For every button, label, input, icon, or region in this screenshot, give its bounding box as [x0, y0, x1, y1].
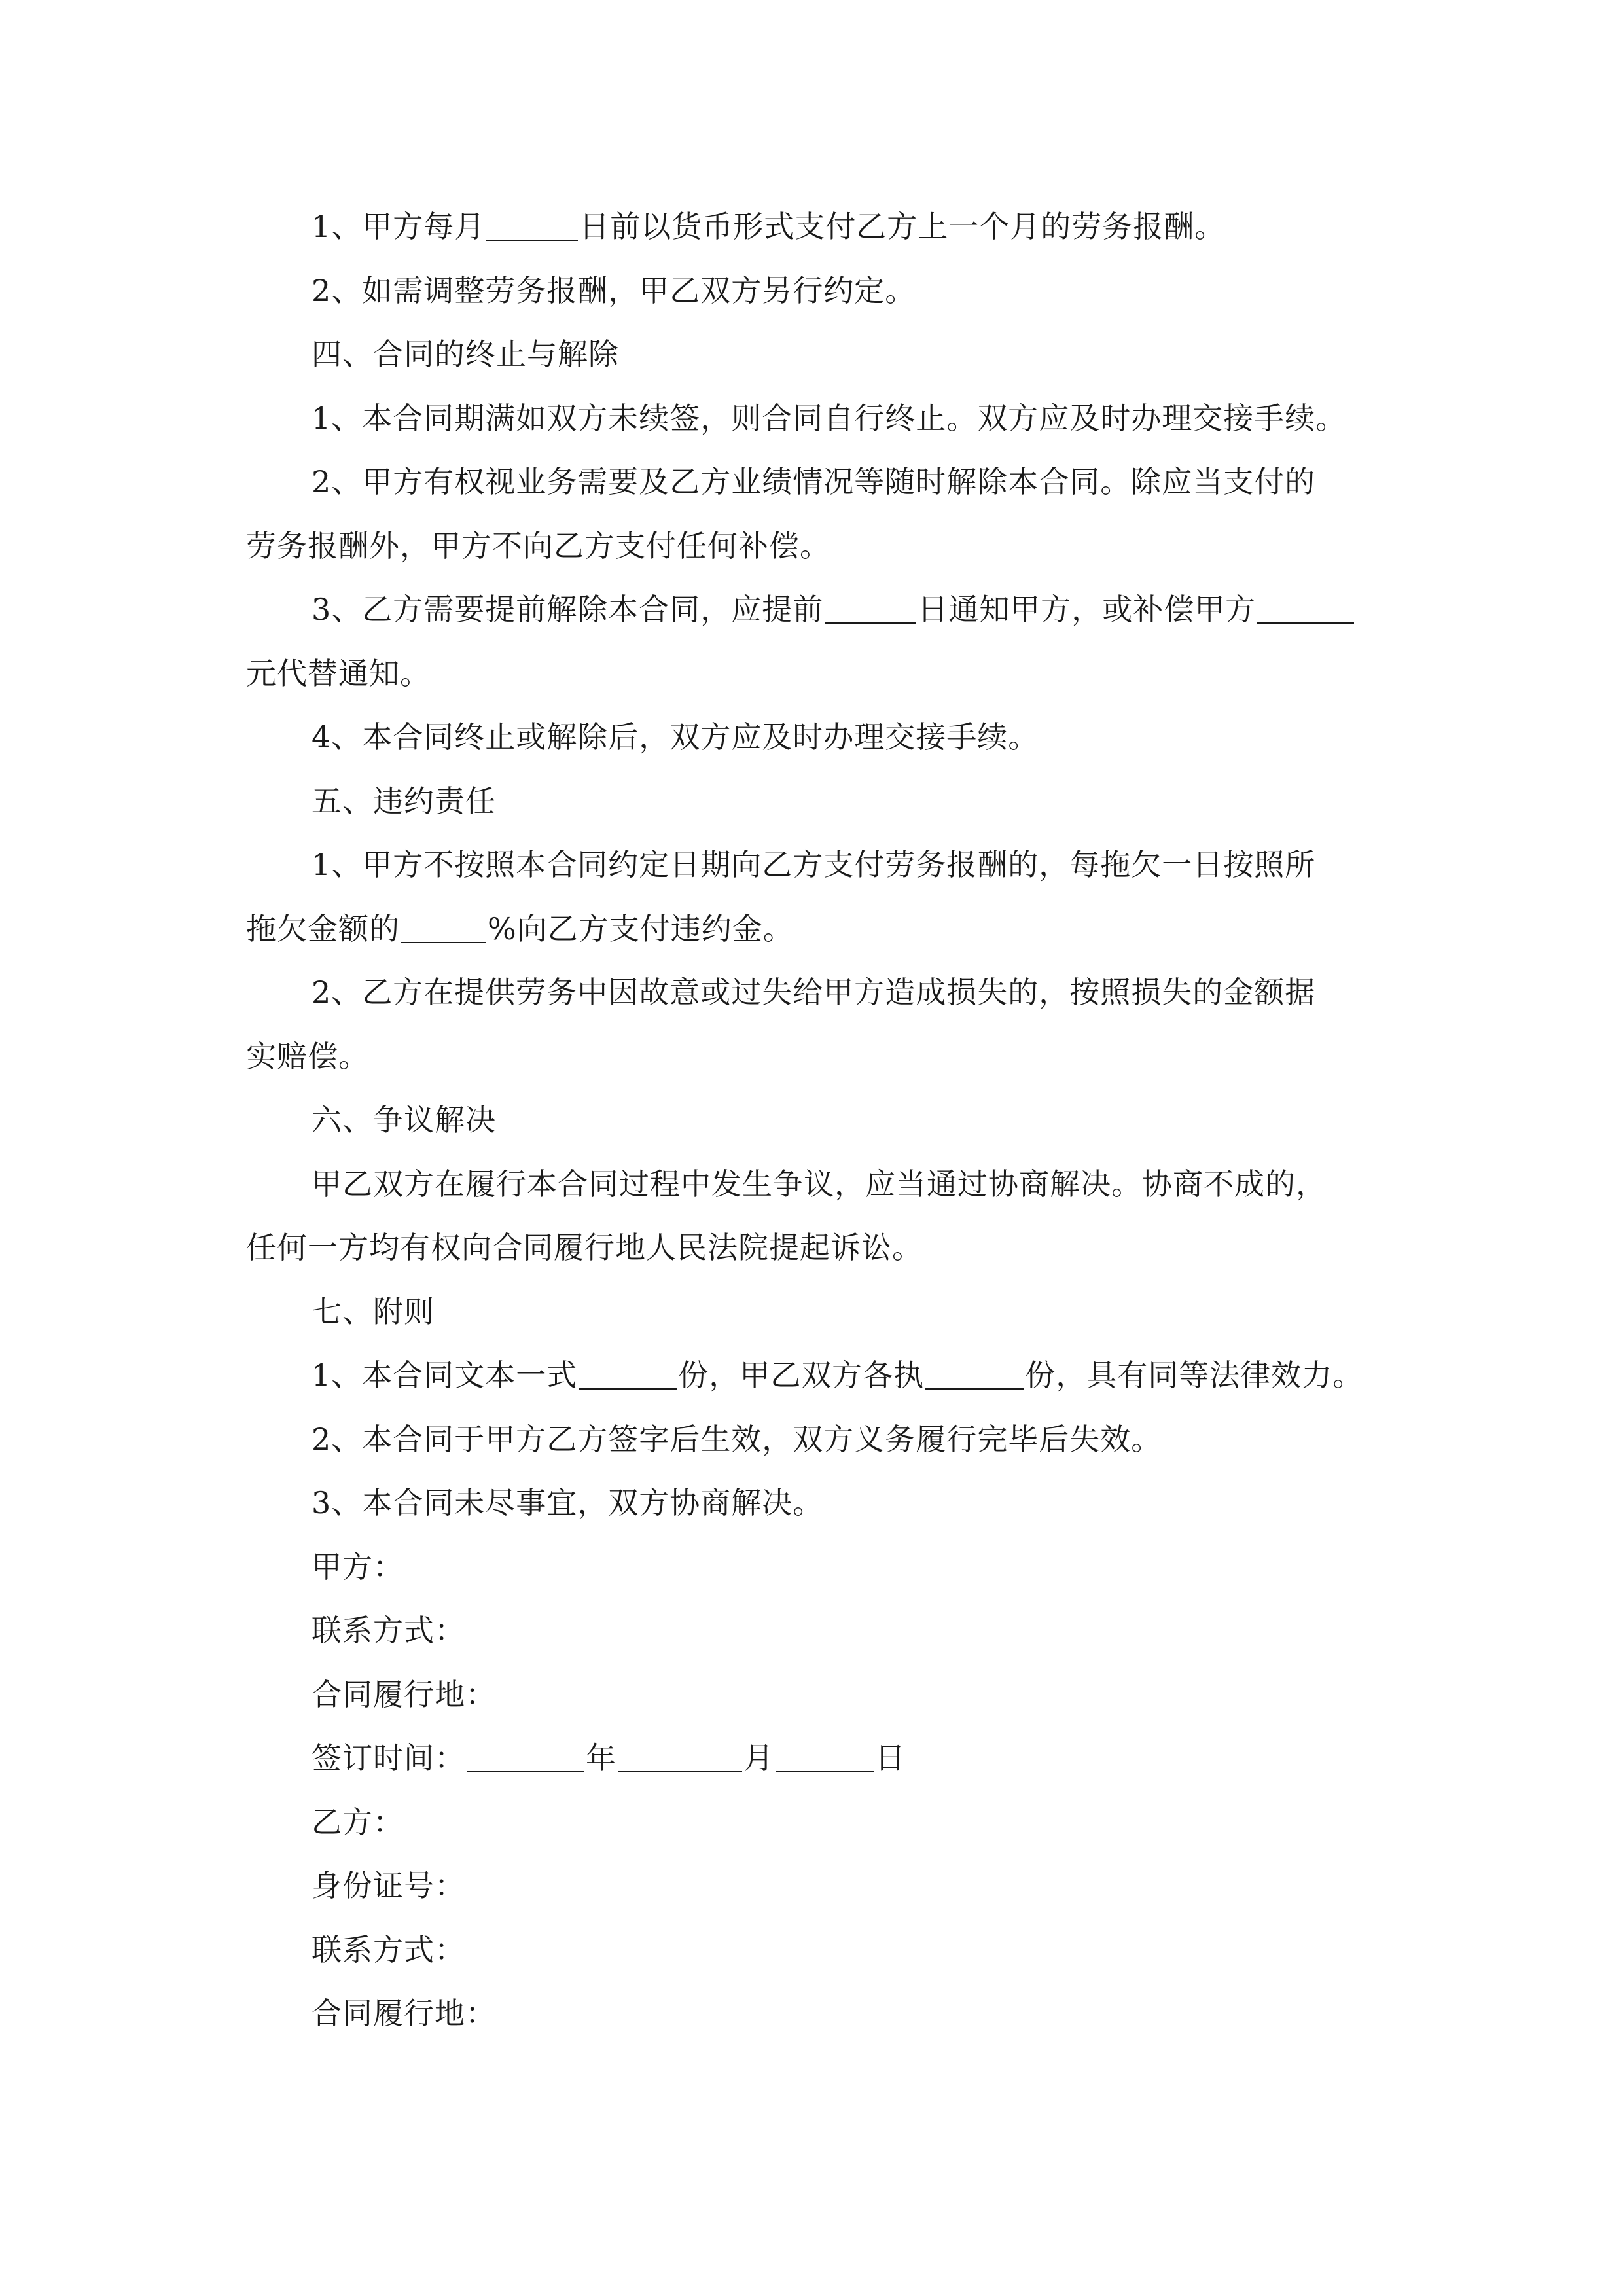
- signature-party-a: [246, 1535, 1398, 1600]
- clause-payment-adjust: [246, 259, 1398, 323]
- clause-late-payment: [246, 833, 1398, 897]
- text-segment: 签订时间：: [312, 1740, 465, 1776]
- signature-party-a-location: [246, 1663, 1398, 1727]
- text-segment: 2、甲方有权视业务需要及乙方业绩情况等随时解除本合同。除应当支付的: [312, 464, 1316, 499]
- signature-date: [246, 1727, 1398, 1791]
- text-segment: 四、合同的终止与解除: [312, 336, 619, 372]
- blank-field[interactable]: [486, 215, 578, 241]
- clause-party-a-termination: [246, 450, 1398, 514]
- text-segment: %向乙方支付违约金。: [488, 910, 794, 946]
- text-segment: 日通知甲方，或补偿甲方: [918, 592, 1257, 627]
- contract-text: [246, 195, 1398, 2046]
- clause-handover: [246, 706, 1398, 770]
- text-segment: 1、本合同文本一式: [312, 1357, 578, 1393]
- clause-unresolved: [246, 1471, 1398, 1535]
- text-segment: 3、乙方需要提前解除本合同，应提前: [312, 592, 824, 627]
- text-segment: 1、甲方不按照本合同约定日期向乙方支付劳务报酬的，每拖欠一日按照所: [312, 847, 1316, 882]
- clause-party-b-termination-cont: [246, 642, 1398, 706]
- blank-field[interactable]: [618, 1746, 742, 1772]
- text-segment: 联系方式：: [312, 1613, 465, 1648]
- text-segment: 合同履行地：: [312, 1996, 496, 2031]
- signature-party-b: [246, 1791, 1398, 1855]
- blank-field[interactable]: [776, 1746, 874, 1772]
- text-segment: 拖欠金额的: [246, 910, 400, 946]
- text-segment: 合同履行地：: [312, 1676, 496, 1712]
- section-heading-termination: [246, 323, 1398, 387]
- text-segment: 元代替通知。: [246, 655, 431, 691]
- blank-field[interactable]: [925, 1363, 1024, 1390]
- clause-compensation-cont: [246, 1025, 1398, 1089]
- text-segment: 2、本合同于甲方乙方签字后生效，双方义务履行完毕后失效。: [312, 1421, 1162, 1457]
- clause-party-a-termination-cont: [246, 514, 1398, 579]
- signature-party-a-contact: [246, 1599, 1398, 1663]
- signature-party-b-contact: [246, 1918, 1398, 1982]
- text-segment: 任何一方均有权向合同履行地人民法院提起诉讼。: [246, 1230, 923, 1265]
- text-segment: 五、违约责任: [312, 783, 496, 819]
- section-heading-breach: [246, 770, 1398, 834]
- blank-field[interactable]: [467, 1746, 584, 1772]
- text-segment: 月: [743, 1740, 774, 1776]
- text-segment: 3、本合同未尽事宜，双方协商解决。: [312, 1485, 824, 1520]
- text-segment: 身份证号：: [312, 1868, 465, 1903]
- text-segment: 乙方：: [312, 1804, 404, 1840]
- text-segment: 1、本合同期满如双方未续签，则合同自行终止。双方应及时办理交接手续。: [312, 400, 1347, 436]
- section-heading-dispute: [246, 1088, 1398, 1153]
- clause-effective: [246, 1408, 1398, 1472]
- signature-party-b-location: [246, 1982, 1398, 2046]
- clause-party-b-termination: [246, 578, 1398, 642]
- text-segment: 日前以货币形式支付乙方上一个月的劳务报酬。: [579, 209, 1226, 244]
- text-segment: 七、附则: [312, 1293, 435, 1329]
- blank-field[interactable]: [579, 1363, 677, 1390]
- clause-payment-date: [246, 195, 1398, 259]
- section-heading-supplementary: [246, 1280, 1398, 1344]
- text-segment: 甲乙双方在履行本合同过程中发生争议，应当通过协商解决。协商不成的，: [312, 1166, 1327, 1202]
- blank-field[interactable]: [825, 598, 916, 624]
- text-segment: 4、本合同终止或解除后，双方应及时办理交接手续。: [312, 719, 1039, 755]
- text-segment: 六、争议解决: [312, 1102, 496, 1138]
- clause-late-payment-cont: [246, 897, 1398, 961]
- text-segment: 份，甲乙双方各执: [678, 1357, 925, 1393]
- text-segment: 年: [586, 1740, 616, 1776]
- text-segment: 甲方：: [312, 1549, 404, 1585]
- clause-dispute-cont: [246, 1216, 1398, 1280]
- signature-party-b-id: [246, 1854, 1398, 1918]
- clause-copies: [246, 1344, 1398, 1408]
- text-segment: 联系方式：: [312, 1931, 465, 1967]
- blank-field[interactable]: [1257, 598, 1354, 624]
- clause-expiry: [246, 387, 1398, 451]
- text-segment: 实赔偿。: [246, 1038, 369, 1074]
- text-segment: 2、如需调整劳务报酬，甲乙双方另行约定。: [312, 272, 916, 308]
- clause-compensation: [246, 961, 1398, 1025]
- text-segment: 份，具有同等法律效力。: [1025, 1357, 1364, 1393]
- text-segment: 1、甲方每月: [312, 209, 486, 244]
- text-segment: 日: [875, 1740, 906, 1776]
- blank-field[interactable]: [401, 917, 486, 943]
- clause-dispute: [246, 1153, 1398, 1217]
- text-segment: 2、乙方在提供劳务中因故意或过失给甲方造成损失的，按照损失的金额据: [312, 975, 1316, 1010]
- text-segment: 劳务报酬外，甲方不向乙方支付任何补偿。: [246, 528, 830, 564]
